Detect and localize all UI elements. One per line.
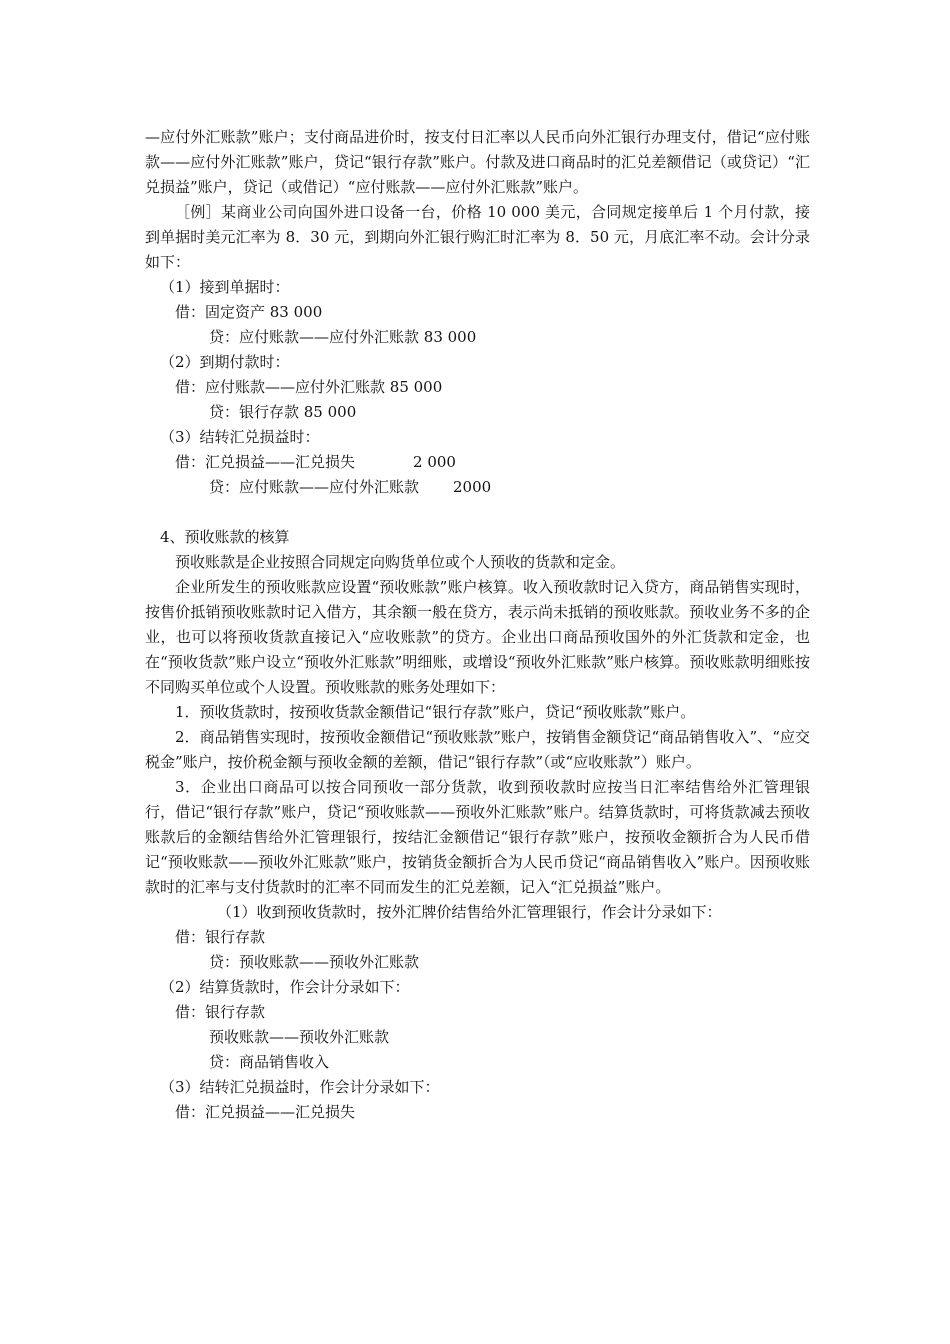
entry-step-2-credit: 贷：银行存款 85 000	[209, 403, 357, 421]
entry-step-3-credit-amount: 2000	[453, 478, 492, 496]
section-description: 企业所发生的预收账款应设置“预收账款”账户核算。收入预收款时记入贷方，商品销售实现时，按售价抵销预收账款时记入借方，其余额一般在贷方，表示尚未抵销的预收账款。预收业务不多的企业，也可以将预收货款直接记入“应收账款”的贷方。企业出口商品预收国外的外汇货款和定金，也在“预收货款”账户设立“预收外汇账款”明细账，或增设“预收外汇账款”账户核算。预收账款明细账按不同购买单位或个人设置。预收账款的账务处理如下：	[145, 578, 810, 696]
record-step-3: （3）结转汇兑损益时，作会计分录如下：	[160, 1078, 440, 1096]
entry-step-3-credit-row	[145, 475, 810, 500]
section-heading: 4、预收账款的核算	[160, 528, 290, 546]
paragraph-example: ［例］某商业公司向国外进口设备一台，价格 10 000 美元，合同规定接单后 1 个月付款，接到单据时美元汇率为 8．30 元，到期向外汇银行购汇时汇率为 8．50 元，月底汇率不动。会计分录如下：	[145, 203, 810, 271]
record-step-3-debit: 借：汇兑损益——汇兑损失	[175, 1103, 356, 1121]
paragraph-continuation: —应付外汇账款”账户；支付商品进价时，按支付日汇率以人民币向外汇银行办理支付，借记“应付账款——应付外汇账款”账户，贷记“银行存款”账户。付款及进口商品时的汇兑差额借记（或贷记）“汇兑损益”账户，贷记（或借记）“应付账款——应付外汇账款”账户。	[145, 128, 810, 196]
entry-step-3: （3）结转汇兑损益时：	[160, 428, 320, 446]
spacer	[145, 500, 810, 525]
entry-step-3-debit-amount: 2 000	[413, 453, 456, 471]
entry-step-2: （2）到期付款时：	[160, 353, 290, 371]
entry-step-3-credit: 贷：应付账款——应付外汇账款	[209, 478, 420, 496]
record-step-2-credit: 贷：商品销售收入	[209, 1053, 330, 1071]
record-step-2-debit: 借：银行存款	[175, 1003, 266, 1021]
document-page	[145, 125, 810, 1125]
entry-step-3-debit: 借：汇兑损益——汇兑损失	[175, 453, 356, 471]
entry-step-2-debit: 借：应付账款——应付外汇账款 85 000	[175, 378, 443, 396]
entry-step-1-debit: 借：固定资产 83 000	[175, 303, 323, 321]
entry-step-1-credit: 贷：应付账款——应付外汇账款 83 000	[209, 328, 477, 346]
section-definition: 预收账款是企业按照合同规定向购货单位或个人预收的货款和定金。	[175, 553, 626, 571]
entry-step-3-debit-row	[145, 450, 810, 475]
record-step-2-debit-2: 预收账款——预收外汇账款	[209, 1028, 390, 1046]
record-step-1-credit: 贷：预收账款——预收外汇账款	[209, 953, 420, 971]
record-step-1: （1）收到预收货款时，按外汇牌价结售给外汇管理银行，作会计分录如下：	[217, 903, 722, 921]
entry-step-1: （1）接到单据时：	[160, 278, 290, 296]
rule-item-2: 2．商品销售实现时，按预收金额借记“预收账款”账户，按销售金额贷记“商品销售收入”、“应交税金”账户，按价税金额与预收金额的差额，借记“银行存款”（或“应收账款”）账户。	[145, 728, 810, 771]
record-step-2: （2）结算货款时，作会计分录如下：	[160, 978, 410, 996]
record-step-1-debit: 借：银行存款	[175, 928, 266, 946]
rule-item-3: 3．企业出口商品可以按合同预收一部分货款，收到预收款时应按当日汇率结售给外汇管理银行，借记“银行存款”账户，贷记“预收账款——预收外汇账款”账户。结算货款时，可将货款减去预收账款后的金额结售给外汇管理银行，按结汇金额借记“银行存款”账户，按预收金额折合为人民币借记“预收账款——预收外汇账款”账户，按销货金额折合为人民币贷记“商品销售收入”账户。因预收账款时的汇率与支付货款时的汇率不同而发生的汇兑差额，记入“汇兑损益”账户。	[145, 778, 810, 896]
rule-item-1: 1．预收货款时，按预收货款金额借记“银行存款”账户，贷记“预收账款”账户。	[175, 703, 696, 721]
